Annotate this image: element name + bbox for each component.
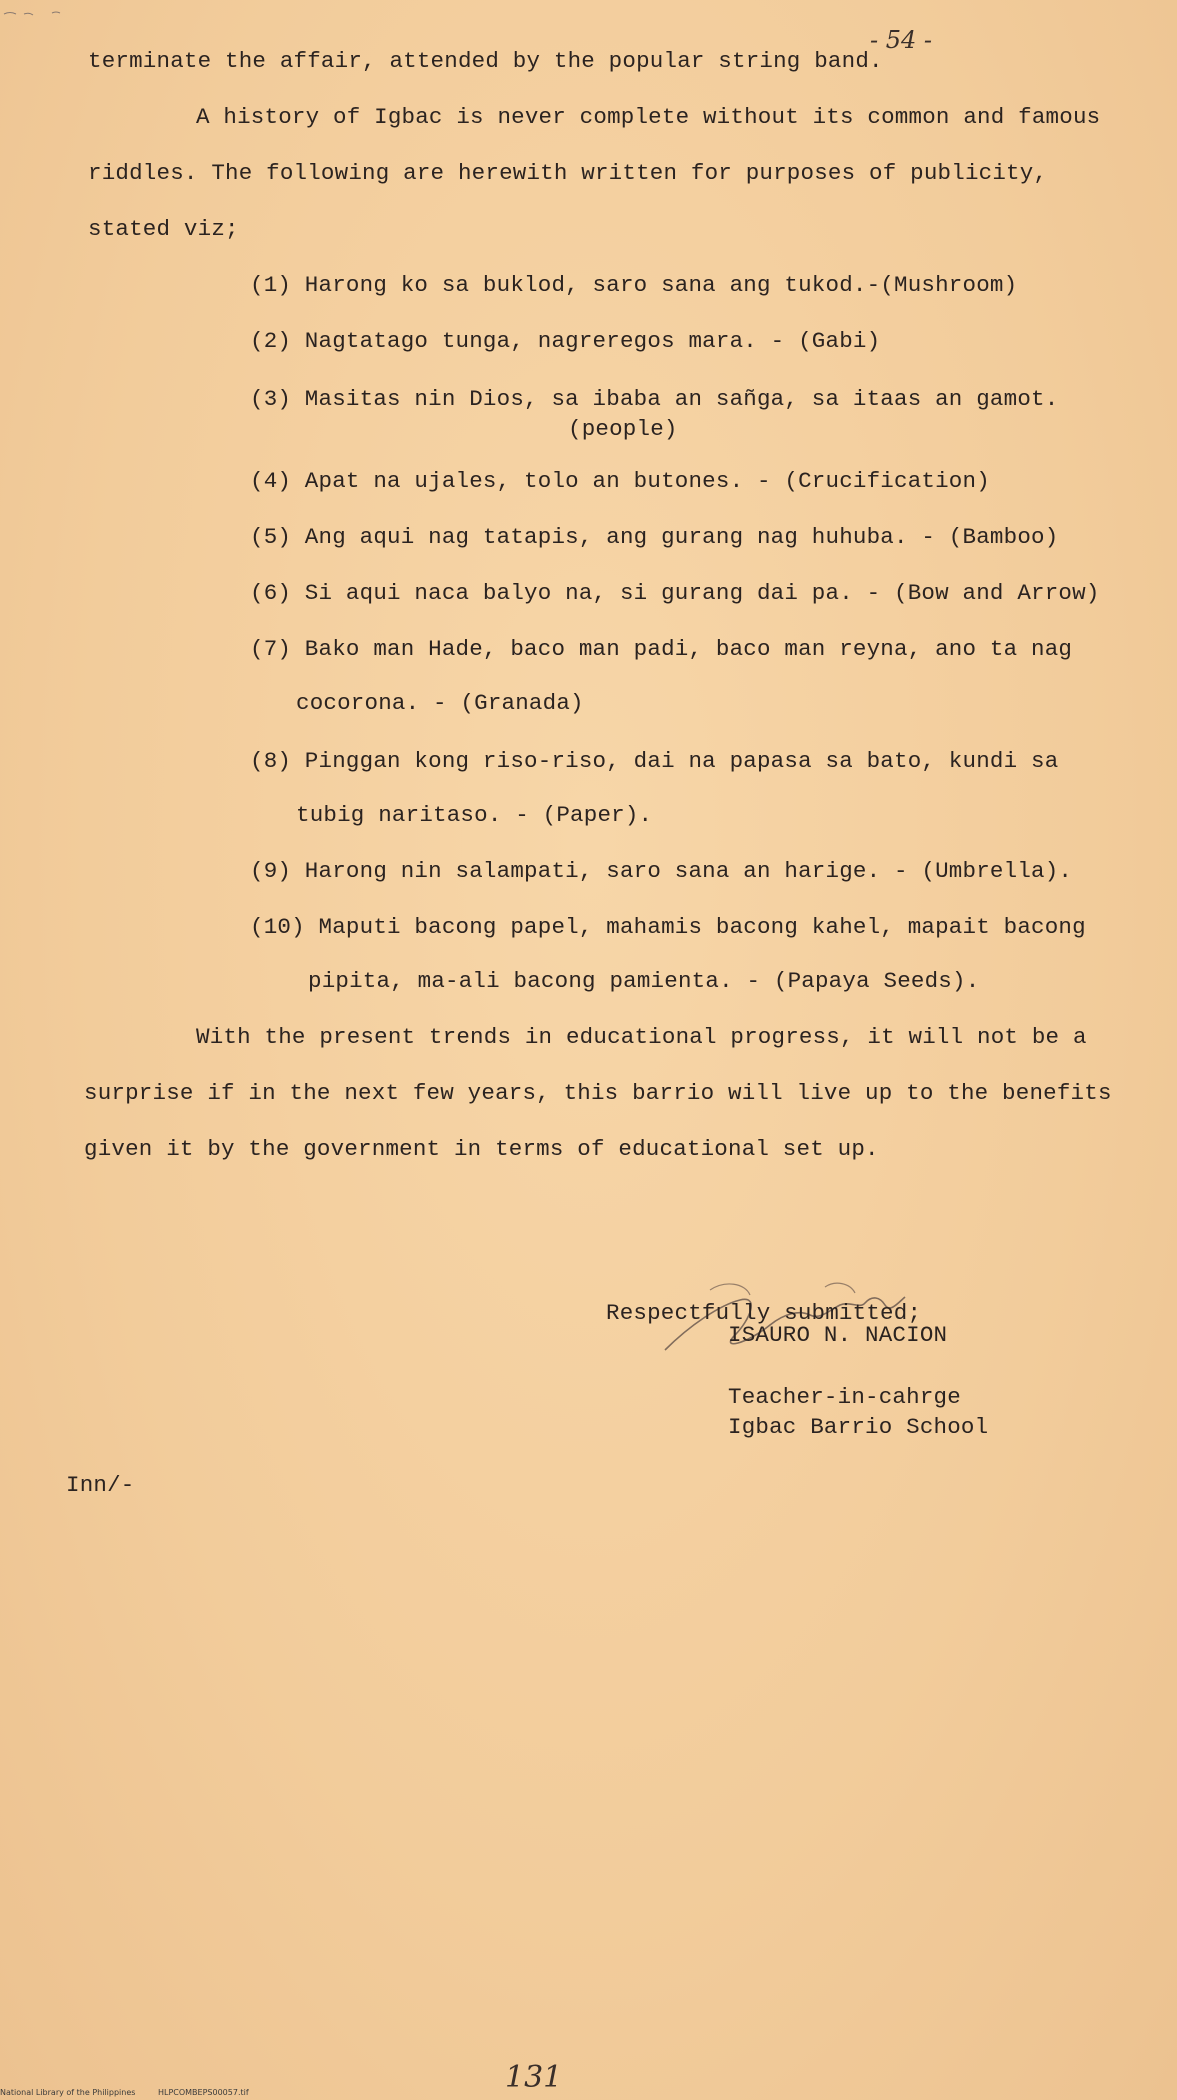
- footer-library: National Library of the Philippines: [0, 2088, 136, 2097]
- paragraph-line: terminate the affair, attended by the popular string band.: [88, 48, 883, 74]
- riddle-10: (10) Maputi bacong papel, mahamis bacong kahel, mapait bacong: [250, 914, 1086, 940]
- archive-footer: [0, 2088, 269, 2097]
- paragraph-line: stated viz;: [88, 216, 239, 242]
- riddle-7: (7) Bako man Hade, baco man padi, baco man reyna, ano ta nag: [250, 636, 1073, 662]
- signoff-school: Igbac Barrio School: [728, 1414, 989, 1440]
- paragraph-line: riddles. The following are herewith written for purposes of publicity,: [88, 160, 1048, 186]
- riddle-3-answer: (people): [568, 416, 678, 442]
- closing-line: surprise if in the next few years, this barrio will live up to the benefits: [84, 1080, 1112, 1106]
- closing-line: given it by the government in terms of educational set up.: [84, 1136, 879, 1162]
- handwritten-page-number: 131: [505, 2060, 563, 2095]
- typist-initials: Inn/-: [66, 1472, 135, 1498]
- riddle-2: (2) Nagtatago tunga, nagreregos mara. - (Gabi): [250, 328, 881, 354]
- riddle-7-cont: cocorona. - (Granada): [296, 690, 584, 716]
- paragraph-line: A history of Igbac is never complete without its common and famous: [196, 104, 1101, 130]
- closing-line: With the present trends in educational progress, it will not be a: [196, 1024, 1087, 1050]
- signoff-name: ISAURO N. NACION: [728, 1322, 948, 1348]
- corner-pencil-mark: [0, 8, 90, 20]
- riddle-8: (8) Pinggan kong riso-riso, dai na papasa sa bato, kundi sa: [250, 748, 1059, 774]
- footer-file: HLPCOMBEPS00057.tif: [157, 2088, 249, 2097]
- signoff-title: Teacher-in-cahrge: [728, 1384, 961, 1410]
- riddle-6: (6) Si aqui naca balyo na, si gurang dai pa. - (Bow and Arrow): [250, 580, 1100, 606]
- riddle-10-cont: pipita, ma-ali bacong pamienta. - (Papaya Seeds).: [308, 968, 980, 994]
- riddle-4: (4) Apat na ujales, tolo an butones. - (Crucification): [250, 468, 990, 494]
- riddle-1: (1) Harong ko sa buklod, saro sana ang tukod.-(Mushroom): [250, 272, 1018, 298]
- riddle-5: (5) Ang aqui nag tatapis, ang gurang nag huhuba. - (Bamboo): [250, 524, 1059, 550]
- riddle-8-cont: tubig naritaso. - (Paper).: [296, 802, 653, 828]
- signoff-salutation: Respectfully submitted;: [606, 1300, 922, 1326]
- riddle-3: (3) Masitas nin Dios, sa ibaba an sañga, sa itaas an gamot.: [250, 386, 1059, 412]
- page-number: - 54 -: [870, 26, 933, 54]
- riddle-9: (9) Harong nin salampati, saro sana an harige. - (Umbrella).: [250, 858, 1073, 884]
